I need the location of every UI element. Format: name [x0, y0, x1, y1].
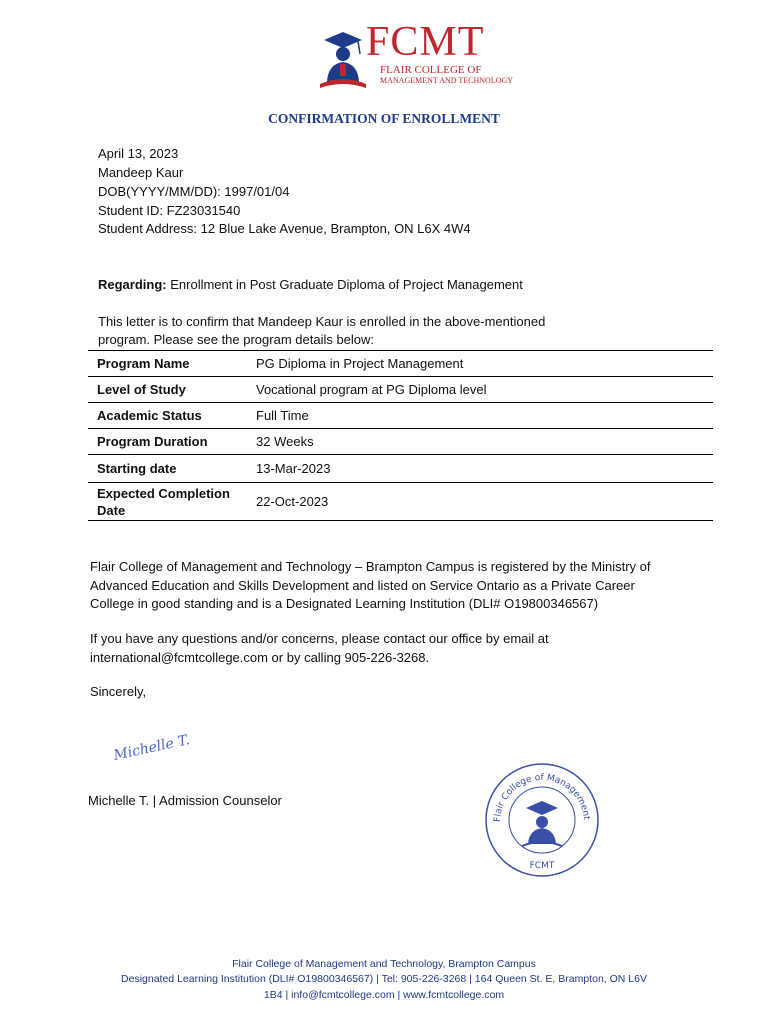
paragraph-line: international@fcmtcollege.com or by calling 905-226-3268.: [90, 649, 430, 665]
program-details-table: [88, 350, 713, 521]
row-value: 22-Oct-2023: [247, 483, 713, 521]
registration-paragraph: [90, 558, 708, 614]
footer-line-1: Flair College of Management and Technology, Brampton Campus: [232, 958, 536, 970]
student-address: Student Address: 12 Blue Lake Avenue, Brampton, ON L6X 4W4: [98, 221, 471, 236]
student-name: Mandeep Kaur: [98, 165, 184, 180]
student-id: Student ID: FZ23031540: [98, 203, 241, 218]
college-logo: [318, 19, 514, 90]
logo-wordmark: FCMT: [366, 19, 485, 65]
handwritten-signature: Michelle T.: [112, 732, 192, 764]
footer-line-2: Designated Learning Institution (DLI# O19800346567) | Tel: 905-226-3268 | 164 Queen St. E, Brampton, ON L6V: [121, 973, 647, 985]
paragraph-line: If you have any questions and/or concerns, please contact our office by email at: [90, 631, 549, 646]
document-title: CONFIRMATION OF ENROLLMENT: [268, 111, 500, 126]
closing: Sincerely,: [90, 684, 147, 699]
row-label: Starting date: [88, 455, 247, 483]
row-value: Vocational program at PG Diploma level: [247, 377, 713, 403]
seal-ring-text: Flair College of Management: [492, 772, 591, 823]
intro-line-1: This letter is to confirm that Mandeep Kaur is enrolled in the above-mentioned: [98, 314, 546, 329]
paragraph-line: Advanced Education and Skills Development and listed on Service Ontario as a Private Career: [90, 577, 635, 593]
row-value: 32 Weeks: [247, 429, 713, 455]
row-value: Full Time: [247, 403, 713, 429]
row-label: Expected Completion Date: [88, 483, 247, 521]
paragraph-line: Flair College of Management and Technology – Brampton Campus is registered by the Ministry of: [90, 559, 651, 574]
regarding-line: [98, 276, 523, 295]
logo-subtitle-1: FLAIR COLLEGE OF: [380, 64, 482, 76]
table-row: [88, 351, 713, 377]
graduate-icon: [318, 24, 368, 90]
regarding-text: Enrollment in Post Graduate Diploma of Project Management: [166, 277, 523, 292]
table-row: [88, 377, 713, 403]
row-label: Level of Study: [88, 377, 247, 403]
row-value: 13-Mar-2023: [247, 455, 713, 483]
row-value: PG Diploma in Project Management: [247, 351, 713, 377]
table-row: [88, 429, 713, 455]
table-row: [88, 455, 713, 483]
logo-subtitle-2: MANAGEMENT AND TECHNOLOGY: [380, 76, 514, 85]
paragraph-line: College in good standing and is a Designated Learning Institution (DLI# O19800346567): [90, 596, 599, 611]
row-label: Academic Status: [88, 403, 247, 429]
intro-line-2: program. Please see the program details below:: [98, 332, 375, 347]
row-label: Program Duration: [88, 429, 247, 455]
college-seal: [482, 758, 602, 880]
table-row: [88, 483, 713, 521]
letter-date: April 13, 2023: [98, 146, 179, 161]
signatory-name: Michelle T. | Admission Counselor: [88, 793, 282, 808]
contact-paragraph: [90, 630, 549, 667]
footer-line-3: 1B4 | info@fcmtcollege.com | www.fcmtcollege.com: [263, 989, 505, 1001]
regarding-label: Regarding:: [98, 277, 167, 292]
row-label: Program Name: [88, 351, 247, 377]
student-dob: DOB(YYYY/MM/DD): 1997/01/04: [98, 184, 290, 199]
table-row: [88, 403, 713, 429]
seal-bottom-text: FCMT: [529, 861, 555, 871]
seal-stamp-icon: [482, 758, 602, 880]
